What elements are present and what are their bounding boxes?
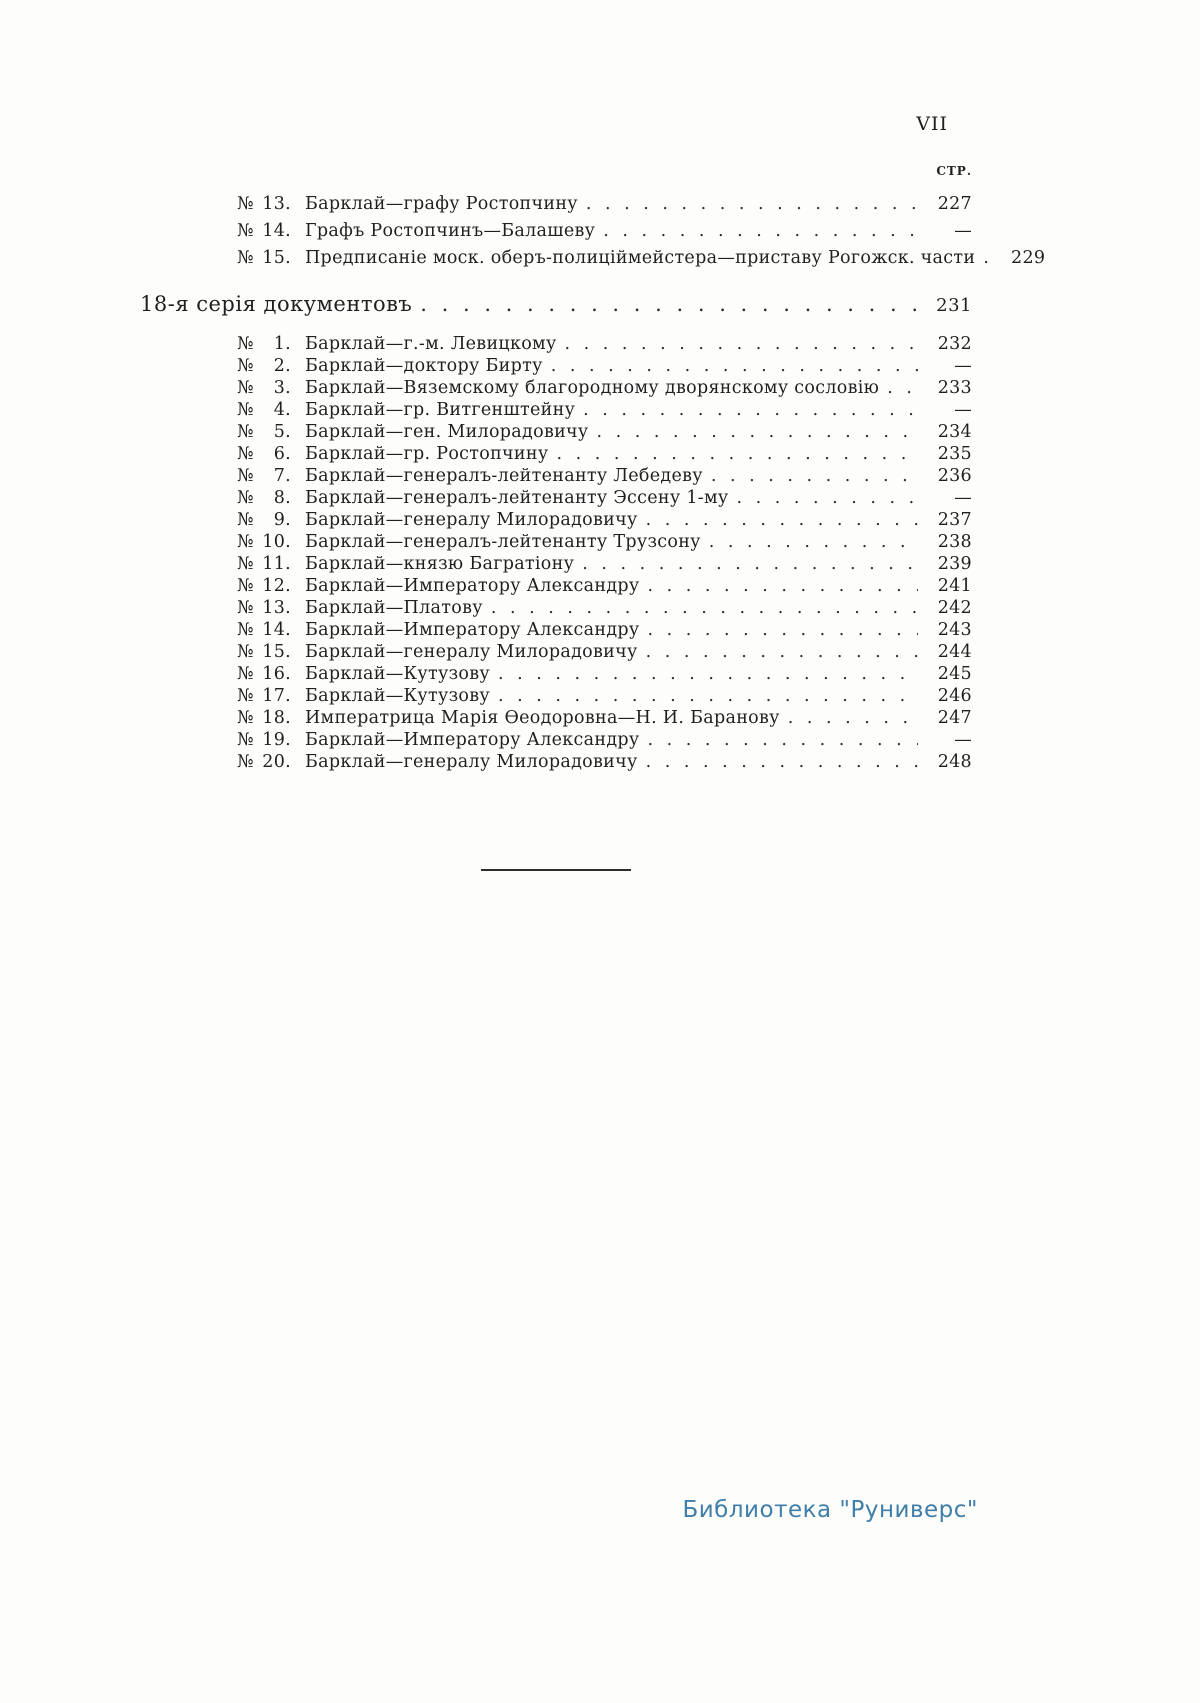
numero-sign: № — [237, 488, 254, 508]
toc-entry-row — [140, 729, 972, 751]
entry-title: Барклай—Императору Александру — [305, 576, 640, 596]
dot-leader — [788, 707, 918, 729]
toc-entry-row — [140, 377, 972, 399]
toc-entry-row — [140, 531, 972, 553]
entry-page-number: 235 — [937, 444, 972, 464]
entry-number: 3. — [273, 378, 291, 398]
dot-leader — [648, 619, 919, 641]
toc-entry-row — [140, 245, 1046, 272]
dot-leader — [887, 377, 918, 399]
series-heading-page-number: 231 — [936, 295, 972, 316]
entry-page-number: 234 — [937, 422, 972, 442]
toc-entry-row — [140, 218, 972, 245]
page-column-header: СТР. — [936, 164, 972, 178]
numero-sign: № — [237, 356, 254, 376]
entry-title: Барклай—генералъ-лейтенанту Трузсону — [305, 532, 701, 552]
entry-title: Барклай—генералу Милорадовичу — [305, 642, 638, 662]
series-heading-title: 18-я серія документовъ — [140, 292, 413, 316]
numero-sign: № — [237, 598, 254, 618]
dot-leader — [648, 729, 919, 751]
series-heading — [140, 290, 972, 320]
numero-sign: № — [237, 194, 254, 214]
entry-number: 11. — [262, 554, 291, 574]
entry-page-number: 244 — [937, 642, 972, 662]
dot-leader — [737, 487, 919, 509]
numero-sign: № — [237, 620, 254, 640]
entry-title: Барклай—г.-м. Левицкому — [305, 334, 557, 354]
entry-number: 20. — [262, 752, 291, 772]
entry-number: 13. — [262, 194, 291, 214]
numero-sign: № — [237, 708, 254, 728]
entry-page-number: 239 — [937, 554, 972, 574]
numero-sign: № — [237, 686, 254, 706]
page-number-folio: VII — [916, 113, 948, 135]
numero-sign: № — [237, 664, 254, 684]
toc-entry-row — [140, 333, 972, 355]
numero-sign: № — [237, 554, 254, 574]
dot-leader — [556, 443, 918, 465]
entry-title: Барклай—генералу Милорадовичу — [305, 752, 638, 772]
entry-title: Графъ Ростопчинъ—Балашеву — [305, 221, 596, 241]
numero-sign: № — [237, 400, 254, 420]
entry-title: Барклай—генералу Милорадовичу — [305, 510, 638, 530]
entry-number: 5. — [273, 422, 291, 442]
entry-number: 8. — [273, 488, 291, 508]
toc-entry-row — [140, 191, 972, 218]
numero-sign: № — [237, 532, 254, 552]
dot-leader — [983, 245, 991, 272]
entry-title: Барклай—Императору Александру — [305, 620, 640, 640]
dot-leader — [565, 333, 918, 355]
entry-page-number: 236 — [937, 466, 972, 486]
entry-page-number: 238 — [937, 532, 972, 552]
dot-leader — [646, 751, 918, 773]
entry-number: 12. — [262, 576, 291, 596]
entry-number: 19. — [262, 730, 291, 750]
toc-entry-row — [140, 399, 972, 421]
entry-number: 17. — [262, 686, 291, 706]
dot-leader — [491, 597, 918, 619]
entry-title: Предписаніе моск. оберъ-полиціймейстера—приставу Рогожск. части — [305, 248, 976, 268]
numero-sign: № — [237, 221, 254, 241]
entry-page-number: — — [954, 730, 972, 750]
dot-leader — [711, 465, 918, 487]
dot-leader — [709, 531, 918, 553]
entry-number: 6. — [273, 444, 291, 464]
entry-page-number: 241 — [937, 576, 972, 596]
entry-title: Барклай—графу Ростопчину — [305, 194, 578, 214]
numero-sign: № — [237, 752, 254, 772]
numero-sign: № — [237, 334, 254, 354]
entry-page-number: 246 — [937, 686, 972, 706]
toc-entry-row — [140, 465, 972, 487]
entry-title: Барклай—гр. Ростопчину — [305, 444, 549, 464]
entry-title: Барклай—Кутузову — [305, 664, 490, 684]
toc-entry-row — [140, 553, 972, 575]
entry-number: 14. — [262, 221, 291, 241]
entry-number: 15. — [262, 248, 291, 268]
numero-sign: № — [237, 466, 254, 486]
toc-entry-row — [140, 641, 972, 663]
toc-entry-row — [140, 707, 972, 729]
toc-entry-row — [140, 619, 972, 641]
dot-leader — [498, 663, 918, 685]
dot-leader — [498, 685, 918, 707]
entry-number: 1. — [273, 334, 291, 354]
entry-number: 14. — [262, 620, 291, 640]
toc-entry-row — [140, 355, 972, 377]
toc-entry-row — [140, 663, 972, 685]
numero-sign: № — [237, 730, 254, 750]
entry-title: Барклай—князю Багратіону — [305, 554, 575, 574]
entry-title: Императрица Марія Ѳеодоровна—Н. И. Баранову — [305, 708, 780, 728]
dot-leader — [583, 399, 918, 421]
entry-page-number: 248 — [937, 752, 972, 772]
library-watermark: Библиотека "Руниверс" — [682, 1497, 978, 1523]
entry-number: 9. — [273, 510, 291, 530]
toc-entry-row — [140, 487, 972, 509]
entry-page-number: 233 — [937, 378, 972, 398]
section-divider-rule — [481, 869, 631, 871]
entry-title: Барклай—генералъ-лейтенанту Эссену 1-му — [305, 488, 729, 508]
entry-number: 4. — [273, 400, 291, 420]
entry-page-number: — — [954, 356, 972, 376]
entry-page-number: 245 — [937, 664, 972, 684]
entry-page-number: — — [954, 221, 972, 241]
numero-sign: № — [237, 444, 254, 464]
toc-entry-row — [140, 751, 972, 773]
entry-title: Барклай—Вяземскому благородному дворянскому сословію — [305, 378, 880, 398]
toc-entry-row — [140, 443, 972, 465]
toc-series-list — [140, 333, 972, 773]
dot-leader — [646, 641, 918, 663]
entry-page-number: 237 — [937, 510, 972, 530]
dot-leader — [582, 553, 918, 575]
entry-page-number: 242 — [937, 598, 972, 618]
entry-number: 18. — [262, 708, 291, 728]
entry-title: Барклай—Платову — [305, 598, 483, 618]
entry-title: Барклай—гр. Витгенштейну — [305, 400, 576, 420]
dot-leader — [420, 290, 918, 318]
entry-number: 7. — [273, 466, 291, 486]
entry-page-number: 247 — [937, 708, 972, 728]
entry-title: Барклай—доктору Бирту — [305, 356, 543, 376]
numero-sign: № — [237, 248, 254, 268]
entry-title: Барклай—Кутузову — [305, 686, 490, 706]
numero-sign: № — [237, 378, 254, 398]
dot-leader — [597, 421, 918, 443]
toc-entry-row — [140, 685, 972, 707]
entry-page-number: 227 — [937, 194, 972, 214]
dot-leader — [603, 218, 918, 245]
toc-entry-row — [140, 597, 972, 619]
entry-number: 2. — [273, 356, 291, 376]
entry-page-number: — — [954, 400, 972, 420]
entry-page-number: 232 — [937, 334, 972, 354]
entry-number: 13. — [262, 598, 291, 618]
dot-leader — [648, 575, 919, 597]
entry-page-number: — — [954, 488, 972, 508]
entry-number: 10. — [262, 532, 291, 552]
entry-number: 15. — [262, 642, 291, 662]
dot-leader — [586, 191, 918, 218]
numero-sign: № — [237, 510, 254, 530]
toc-entry-row — [140, 421, 972, 443]
numero-sign: № — [237, 576, 254, 596]
numero-sign: № — [237, 642, 254, 662]
dot-leader — [646, 509, 918, 531]
toc-previous-series-list — [140, 191, 1046, 272]
toc-entry-row — [140, 509, 972, 531]
entry-page-number: 243 — [937, 620, 972, 640]
entry-page-number: 229 — [1011, 248, 1046, 268]
entry-title: Барклай—генералъ-лейтенанту Лебедеву — [305, 466, 703, 486]
entry-title: Барклай—ген. Милорадовичу — [305, 422, 589, 442]
dot-leader — [551, 355, 918, 377]
entry-number: 16. — [262, 664, 291, 684]
entry-title: Барклай—Императору Александру — [305, 730, 640, 750]
numero-sign: № — [237, 422, 254, 442]
toc-entry-row — [140, 575, 972, 597]
